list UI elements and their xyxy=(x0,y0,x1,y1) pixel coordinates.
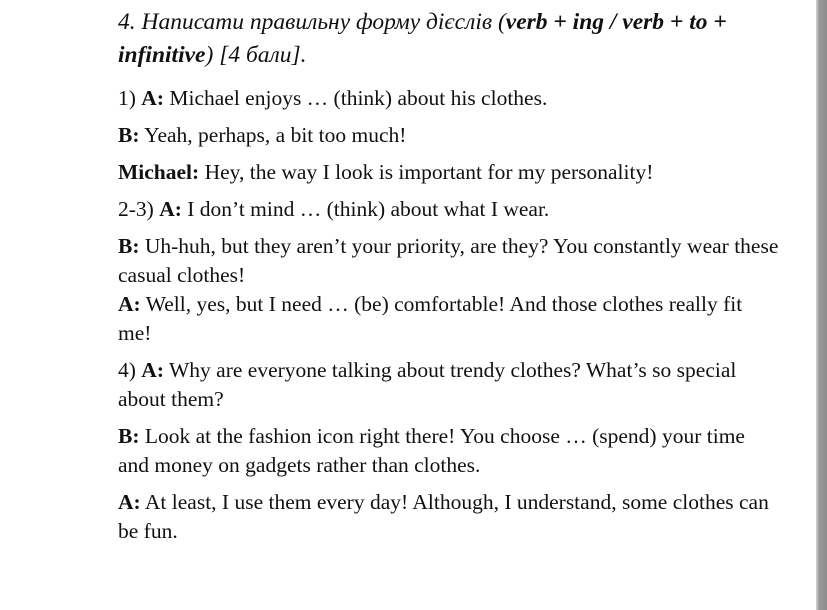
line-text: Look at the fashion icon right there! You choose … (spend) your time and money on gadgets rather than clothes. xyxy=(118,424,745,477)
dialogue-line xyxy=(118,158,780,187)
dialogue-line xyxy=(118,356,780,414)
dialogue-line xyxy=(118,290,780,348)
speaker-label: B: xyxy=(118,123,140,147)
dialogue-line xyxy=(118,195,780,224)
item-number: 4) xyxy=(118,358,136,382)
line-text: Yeah, perhaps, a bit too much! xyxy=(144,123,407,147)
line-text: Michael enjoys … (think) about his clothes. xyxy=(169,86,548,110)
speaker-label: B: xyxy=(118,234,140,258)
page-edge-shadow xyxy=(816,0,827,610)
formula-open-paren: ( xyxy=(497,9,506,35)
speaker-label: A: xyxy=(118,292,141,316)
line-text: Hey, the way I look is important for my personality! xyxy=(204,160,654,184)
speaker-label: Michael: xyxy=(118,160,200,184)
item-number: 2-3) xyxy=(118,197,154,221)
line-text: Why are everyone talking about trendy clothes? What’s so special about them? xyxy=(118,358,737,411)
task-formula: verb + ing / verb + to + infinitive xyxy=(118,9,727,68)
line-text: At least, I use them every day! Although, I understand, some clothes can be fun. xyxy=(118,490,769,543)
speaker-label: A: xyxy=(118,490,141,514)
dialogue-line xyxy=(118,121,780,150)
task-heading xyxy=(118,6,780,72)
task-number: 4. xyxy=(118,9,136,35)
speaker-label: A: xyxy=(159,197,182,221)
line-text: I don’t mind … (think) about what I wear. xyxy=(187,197,550,221)
speaker-label: A: xyxy=(141,86,164,110)
dialogue-line xyxy=(118,84,780,113)
task-instruction: Написати правильну форму дієслів xyxy=(141,9,493,35)
line-text: Uh-huh, but they aren’t your priority, are they? You constantly wear these casual clothes! xyxy=(118,234,779,287)
dialogue-line xyxy=(118,422,780,480)
speaker-label: A: xyxy=(141,358,164,382)
task-points: [4 бали]. xyxy=(219,42,307,68)
dialogue-line xyxy=(118,232,780,290)
speaker-label: B: xyxy=(118,424,140,448)
item-number: 1) xyxy=(118,86,136,110)
formula-close-paren: ) xyxy=(205,42,214,68)
exercise-block xyxy=(118,6,780,546)
line-text: Well, yes, but I need … (be) comfortable! And those clothes really fit me! xyxy=(118,292,743,345)
dialogue-line xyxy=(118,488,780,546)
